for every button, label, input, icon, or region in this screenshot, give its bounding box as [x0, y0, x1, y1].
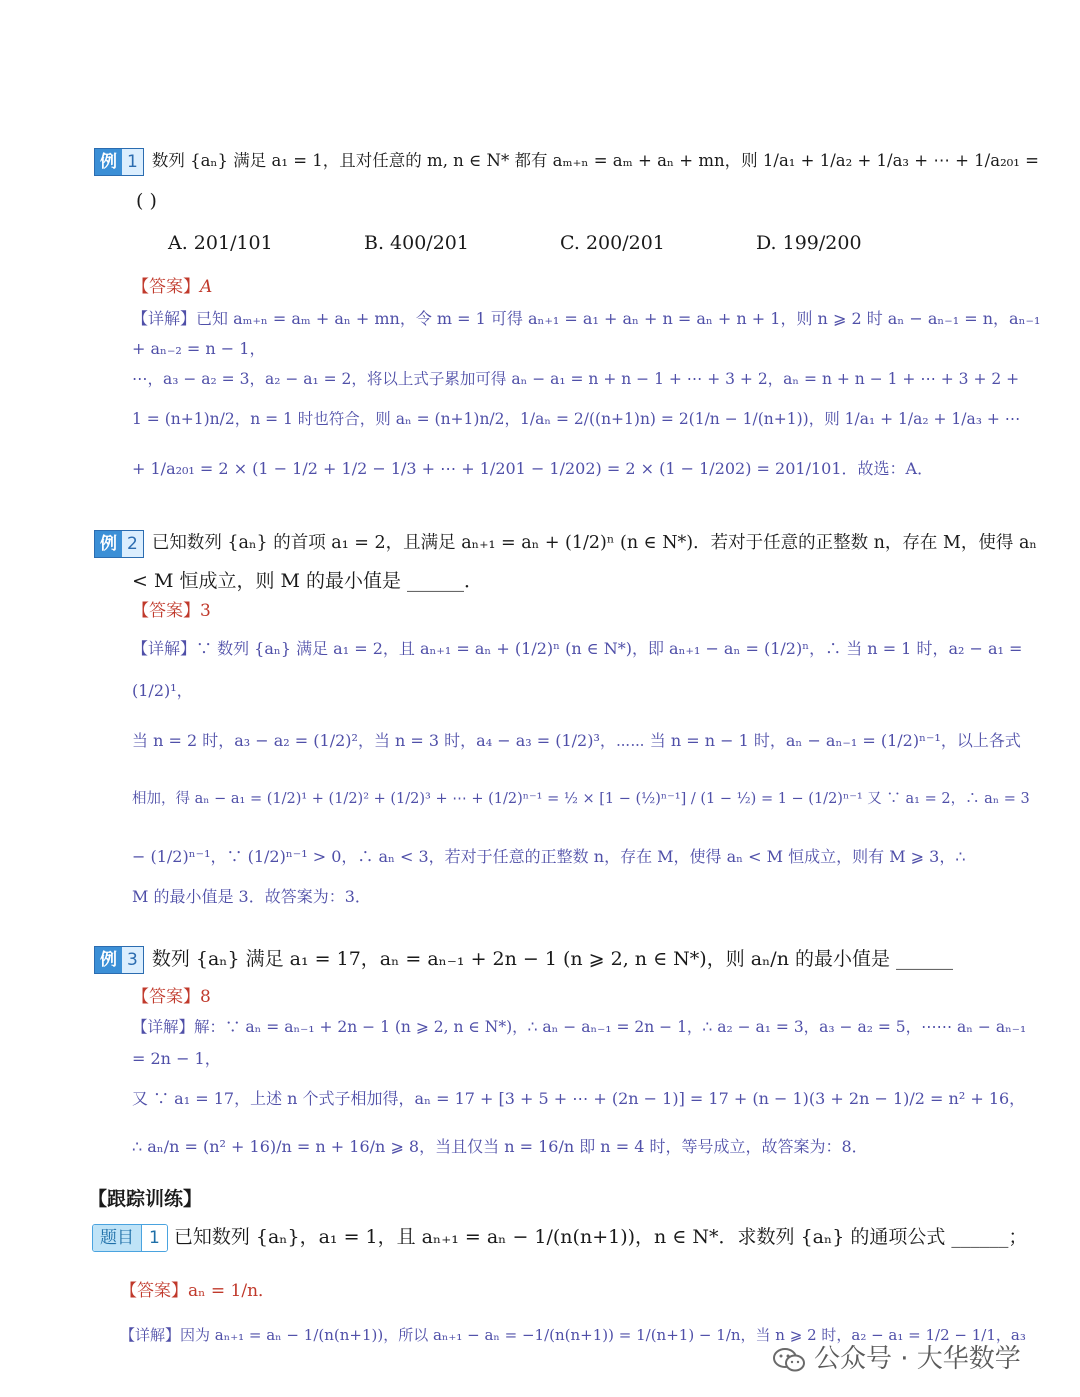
ex2-stem-line-2: < M 恒成立，则 M 的最小值是 ______． — [132, 570, 484, 592]
ex1-choice-a: A. 201/101 — [168, 232, 273, 254]
ex1-detail-4: 1 = (n+1)n/2，n = 1 时也符合，则 aₙ = (n+1)n/2，1/aₙ = 2/((n+1)n) = 2(1/n − 1/(n+1))，则 1/a₁ + 1/a₂ + 1/a₃ + ⋯ — [132, 410, 1021, 428]
ex3-detail-4: ∴ aₙ/n = (n² + 16)/n = n + 16/n ⩾ 8，当且仅当 n = 16/n 即 n = 4 时，等号成立，故答案为：8． — [132, 1137, 868, 1156]
watermark — [772, 1338, 1021, 1375]
ex1-detail-2: + aₙ₋₂ = n − 1， — [132, 339, 266, 358]
question-1-badge: 题目 1 — [92, 1224, 168, 1252]
ex3-stem-line-1 — [94, 944, 953, 974]
q1-stem-text: 已知数列 {aₙ}，a₁ = 1，且 aₙ₊₁ = aₙ − 1/(n(n+1))，n ∈ N*．求数列 {aₙ} 的通项公式 ______； — [173, 1226, 1028, 1248]
ex2-detail-1: 【详解】∵ 数列 {aₙ} 满足 a₁ = 2，且 aₙ₊₁ = aₙ + (1/2)ⁿ (n ∈ N*)，即 aₙ₊₁ − aₙ = (1/2)ⁿ，∴ 当 n = 1 时，a₂ − a₁ = — [132, 639, 1023, 658]
example-3-badge: 例 3 — [94, 946, 144, 974]
ex3-stem-text: 数列 {aₙ} 满足 a₁ = 17，aₙ = aₙ₋₁ + 2n − 1 (n ⩾ 2, n ∈ N*)，则 aₙ/n 的最小值是 ______ — [151, 948, 954, 970]
ex2-detail-6: M 的最小值是 3．故答案为：3． — [132, 887, 371, 906]
q1-stem-line-1 — [92, 1222, 1027, 1252]
ex1-detail-3: ⋯，a₃ − a₂ = 3，a₂ − a₁ = 2，将以上式子累加可得 aₙ − a₁ = n + n − 1 + ⋯ + 3 + 2，aₙ = n + n − 1 + ⋯ + 3 + 2 + — [132, 370, 1020, 388]
watermark-text: 公众号 · 大华数学 — [814, 1344, 1021, 1374]
ex1-stem-line-1 — [94, 146, 1039, 176]
wechat-icon — [772, 1347, 806, 1373]
example-2-badge: 例 2 — [94, 530, 144, 558]
ex1-detail-1: 【详解】已知 aₘ₊ₙ = aₘ + aₙ + mn，令 m = 1 可得 aₙ₊₁ = a₁ + aₙ + n = aₙ + n + 1，则 n ⩾ 2 时 aₙ − aₙ₋₁ = n，aₙ₋₁ — [132, 309, 1041, 328]
ex2-stem-line-1 — [94, 528, 1037, 558]
ex1-choice-b: B. 400/201 — [364, 232, 469, 254]
ex2-stem-text: 已知数列 {aₙ} 的首项 a₁ = 2，且满足 aₙ₊₁ = aₙ + (1/2)ⁿ (n ∈ N*)．若对于任意的正整数 n，存在 M，使得 aₙ — [151, 533, 1037, 553]
ex2-detail-4: 相加，得 aₙ − a₁ = (1/2)¹ + (1/2)² + (1/2)³ + ⋯ + (1/2)ⁿ⁻¹ = ½ × [1 − (½)ⁿ⁻¹] / (1 − ½) = 1 − (1/2)ⁿ⁻¹ 又 ∵ a₁ = 2，∴ aₙ = 3 — [132, 791, 1030, 807]
q1-answer: 【答案】aₙ = 1/n． — [120, 1281, 276, 1301]
section-title: 【跟踪训练】 — [88, 1188, 203, 1210]
ex1-choice-c: C. 200/201 — [560, 232, 665, 254]
ex3-answer: 【答案】8 — [132, 987, 211, 1007]
ex2-detail-5: − (1/2)ⁿ⁻¹，∵ (1/2)ⁿ⁻¹ > 0，∴ aₙ < 3，若对于任意的正整数 n，存在 M，使得 aₙ < M 恒成立，则有 M ⩾ 3，∴ — [132, 847, 966, 866]
ex3-detail-3: 又 ∵ a₁ = 17，上述 n 个式子相加得，aₙ = 17 + [3 + 5 + ⋯ + (2n − 1)] = 17 + (n − 1)(3 + 2n − 1)/2 = n² + 16， — [132, 1089, 1026, 1108]
ex3-detail-1: 【详解】解：∵ aₙ = aₙ₋₁ + 2n − 1 (n ⩾ 2, n ∈ N*)，∴ aₙ − aₙ₋₁ = 2n − 1，∴ a₂ − a₁ = 3，a₃ − a₂ = 5，⋯⋯ aₙ − aₙ₋₁ — [132, 1018, 1027, 1036]
ex1-choice-d: D. 199/200 — [756, 232, 862, 254]
ex2-detail-2: (1/2)¹， — [132, 681, 193, 700]
ex1-detail-5: + 1/a₂₀₁ = 2 × (1 − 1/2 + 1/2 − 1/3 + ⋯ + 1/201 − 1/202) = 2 × (1 − 1/202) = 201/101．故选：A． — [132, 459, 934, 478]
ex1-answer: 【答案】A — [132, 277, 213, 297]
ex1-stem-text: 数列 {aₙ} 满足 a₁ = 1，且对任意的 m, n ∈ N* 都有 aₘ₊ₙ = aₘ + aₙ + mn，则 1/a₁ + 1/a₂ + 1/a₃ + ⋯ + 1/a₂₀₁ = — [151, 151, 1039, 170]
ex2-detail-3: 当 n = 2 时，a₃ − a₂ = (1/2)²，当 n = 3 时，a₄ − a₃ = (1/2)³，⋯⋯ 当 n = n − 1 时，aₙ − aₙ₋₁ = (1/2)ⁿ⁻¹，以上各式 — [132, 731, 1021, 750]
example-1-badge: 例 1 — [94, 148, 144, 176]
q1-detail-1: 【详解】因为 aₙ₊₁ = aₙ − 1/(n(n+1))，所以 aₙ₊₁ − aₙ = −1/(n(n+1)) = 1/(n+1) − 1/n，当 n ⩾ 2 时，a₂ − a₁ = 1/2 − 1/1，a₃ — [120, 1326, 1026, 1344]
ex3-detail-2: = 2n − 1， — [132, 1049, 221, 1068]
ex1-stem-line-2: ( ) — [136, 190, 157, 212]
ex2-answer: 【答案】3 — [132, 601, 211, 621]
